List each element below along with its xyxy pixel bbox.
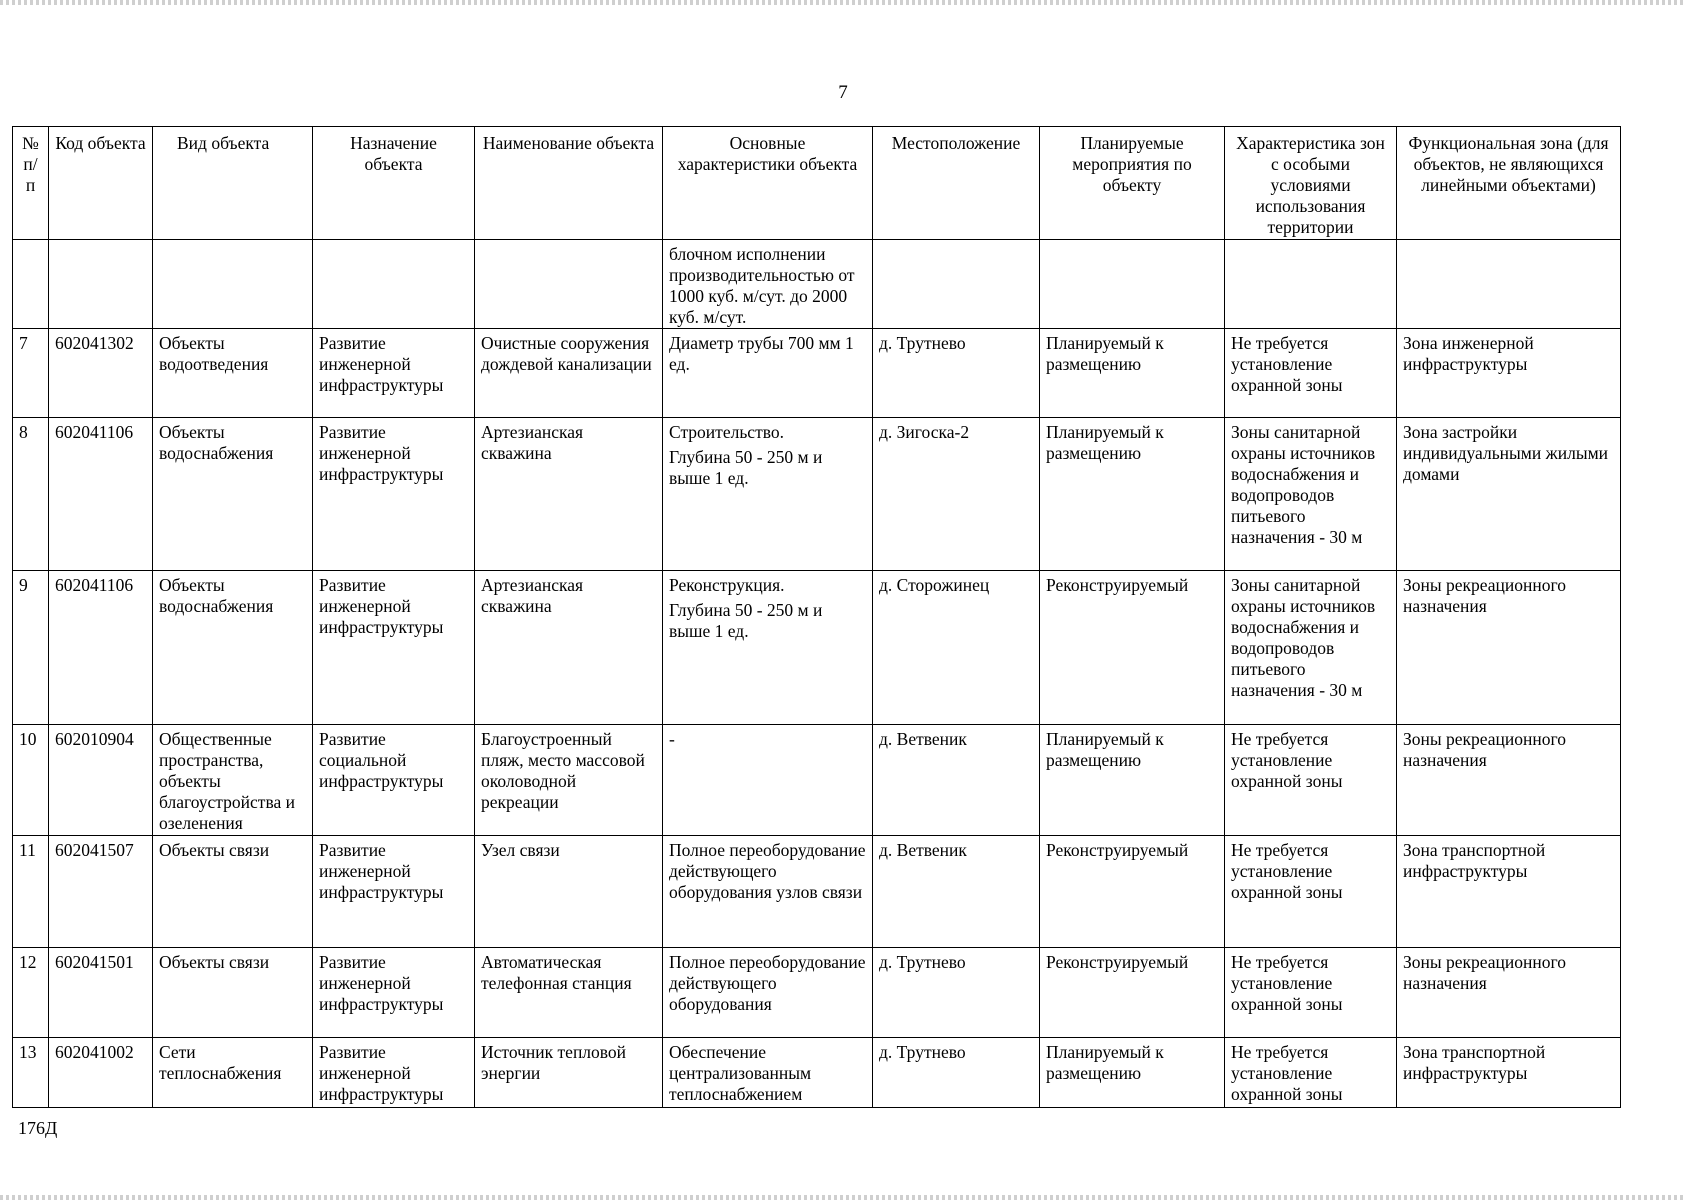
- table-cell: Источник тепловой энергии: [475, 1038, 663, 1108]
- table-cell: Диаметр трубы 700 мм 1 ед.: [663, 329, 873, 418]
- table-row: [13, 836, 1621, 948]
- table-cell: Не требуется установление охранной зоны: [1225, 1038, 1397, 1108]
- table-cell: д. Трутнево: [873, 1038, 1040, 1108]
- table-cell: Зоны рекреационного назначения: [1397, 948, 1621, 1038]
- header-cell: Код объекта: [49, 127, 153, 240]
- table-cell: 13: [13, 1038, 49, 1108]
- table-cell: Артезианская скважина: [475, 571, 663, 725]
- table-cell: Зона транспортной инфраструктуры: [1397, 1038, 1621, 1108]
- table-cell: Зона инженерной инфраструктуры: [1397, 329, 1621, 418]
- table-cell: Зоны санитарной охраны источников водоснабжения и водопроводов питьевого назначения - 30 м: [1225, 571, 1397, 725]
- table-cell: Реконструируемый: [1040, 571, 1225, 725]
- table-cell: Реконструируемый: [1040, 836, 1225, 948]
- table-cell: 602041302: [49, 329, 153, 418]
- table-row: [13, 948, 1621, 1038]
- table-cell: Не требуется установление охранной зоны: [1225, 836, 1397, 948]
- table-cell: Благоустроенный пляж, место массовой околоводной рекреации: [475, 725, 663, 836]
- table-cell: Планируемый к размещению: [1040, 725, 1225, 836]
- table-cell: Реконструируемый: [1040, 948, 1225, 1038]
- table-cell: [1397, 240, 1621, 329]
- table-cell: Полное переоборудование действующего оборудования: [663, 948, 873, 1038]
- table-cell: Зоны рекреационного назначения: [1397, 571, 1621, 725]
- table-cell: Объекты водоснабжения: [153, 571, 313, 725]
- table-cell: [1225, 240, 1397, 329]
- table-cell: 602010904: [49, 725, 153, 836]
- table-cell: д. Зигоска-2: [873, 418, 1040, 571]
- table-cell: Развитие инженерной инфраструктуры: [313, 418, 475, 571]
- table-cell: Развитие инженерной инфраструктуры: [313, 836, 475, 948]
- table-cell: [1040, 240, 1225, 329]
- table-cell: Артезианская скважина: [475, 418, 663, 571]
- table-cell: [13, 240, 49, 329]
- table-cell: [873, 240, 1040, 329]
- table-cell: Строительство. Глубина 50 - 250 м и выше 1 ед.: [663, 418, 873, 571]
- table-cell: Развитие инженерной инфраструктуры: [313, 571, 475, 725]
- table-cell: Зоны санитарной охраны источников водоснабжения и водопроводов питьевого назначения - 30 м: [1225, 418, 1397, 571]
- table-cell: 602041501: [49, 948, 153, 1038]
- table-cell: Сети теплоснабжения: [153, 1038, 313, 1108]
- table-cell: Реконструкция. Глубина 50 - 250 м и выше 1 ед.: [663, 571, 873, 725]
- table-cell: 602041507: [49, 836, 153, 948]
- table-cell: -: [663, 725, 873, 836]
- table-cell: Не требуется установление охранной зоны: [1225, 948, 1397, 1038]
- table-cell: [313, 240, 475, 329]
- table-cell: Очистные сооружения дождевой канализации: [475, 329, 663, 418]
- table-cell: Зоны рекреационного назначения: [1397, 725, 1621, 836]
- objects-table: [12, 126, 1621, 1108]
- header-cell: Планируемые мероприятия по объекту: [1040, 127, 1225, 240]
- table-row: [13, 329, 1621, 418]
- header-cell: Вид объекта: [153, 127, 313, 240]
- scan-bottom-edge: [0, 1195, 1686, 1200]
- header-cell: Местоположение: [873, 127, 1040, 240]
- table-cell: Объекты водоотведения: [153, 329, 313, 418]
- table-cell: Развитие инженерной инфраструктуры: [313, 1038, 475, 1108]
- header-cell: Наименование объекта: [475, 127, 663, 240]
- table-cell: Зона транспортной инфраструктуры: [1397, 836, 1621, 948]
- table-cell: Зона застройки индивидуальными жилыми домами: [1397, 418, 1621, 571]
- table-cell: д. Ветвеник: [873, 725, 1040, 836]
- table-cell: Планируемый к размещению: [1040, 329, 1225, 418]
- table-cell: 602041106: [49, 571, 153, 725]
- table-cell: Объекты водоснабжения: [153, 418, 313, 571]
- table-cell: Развитие инженерной инфраструктуры: [313, 329, 475, 418]
- document-footer-code: 176Д: [18, 1118, 58, 1138]
- table-row: [13, 571, 1621, 725]
- table-cell: [49, 240, 153, 329]
- table-cell: [475, 240, 663, 329]
- table-cell: 8: [13, 418, 49, 571]
- table-cell: Не требуется установление охранной зоны: [1225, 725, 1397, 836]
- header-cell: Характеристика зон с особыми условиями использования территории: [1225, 127, 1397, 240]
- header-cell: Функциональная зона (для объектов, не являющихся линейными объектами): [1397, 127, 1621, 240]
- table-cell: Объекты связи: [153, 836, 313, 948]
- table-cell: Планируемый к размещению: [1040, 418, 1225, 571]
- table-cell: блочном исполнении производительностью от 1000 куб. м/сут. до 2000 куб. м/сут.: [663, 240, 873, 329]
- table-cell: Узел связи: [475, 836, 663, 948]
- table-cell: Полное переоборудование действующего оборудования узлов связи: [663, 836, 873, 948]
- table-cell: д. Ветвеник: [873, 836, 1040, 948]
- table-cell: Автоматическая телефонная станция: [475, 948, 663, 1038]
- table-body: [13, 240, 1621, 1108]
- table-cell: Обеспечение централизованным теплоснабжением: [663, 1038, 873, 1108]
- table-cell: Объекты связи: [153, 948, 313, 1038]
- header-cell: Назначение объекта: [313, 127, 475, 240]
- table-row: [13, 240, 1621, 329]
- table-cell: Общественные пространства, объекты благоустройства и озеленения: [153, 725, 313, 836]
- table-cell: д. Сторожинец: [873, 571, 1040, 725]
- table-cell: 9: [13, 571, 49, 725]
- table-cell: Не требуется установление охранной зоны: [1225, 329, 1397, 418]
- header-cell: № п/п: [13, 127, 49, 240]
- table-cell: 12: [13, 948, 49, 1038]
- table-cell: [153, 240, 313, 329]
- scan-top-edge: [0, 0, 1686, 5]
- table-row: [13, 725, 1621, 836]
- table-cell: 602041002: [49, 1038, 153, 1108]
- table-row: [13, 1038, 1621, 1108]
- table-cell: Развитие социальной инфраструктуры: [313, 725, 475, 836]
- page-number: 7: [838, 82, 848, 103]
- table-cell: 10: [13, 725, 49, 836]
- table-row: [13, 418, 1621, 571]
- table-cell: 602041106: [49, 418, 153, 571]
- table-cell: 11: [13, 836, 49, 948]
- table-cell: д. Трутнево: [873, 329, 1040, 418]
- header-cell: Основные характеристики объекта: [663, 127, 873, 240]
- table-cell: Развитие инженерной инфраструктуры: [313, 948, 475, 1038]
- table-header-row: [13, 127, 1621, 240]
- table-cell: 7: [13, 329, 49, 418]
- table-cell: Планируемый к размещению: [1040, 1038, 1225, 1108]
- table-cell: д. Трутнево: [873, 948, 1040, 1038]
